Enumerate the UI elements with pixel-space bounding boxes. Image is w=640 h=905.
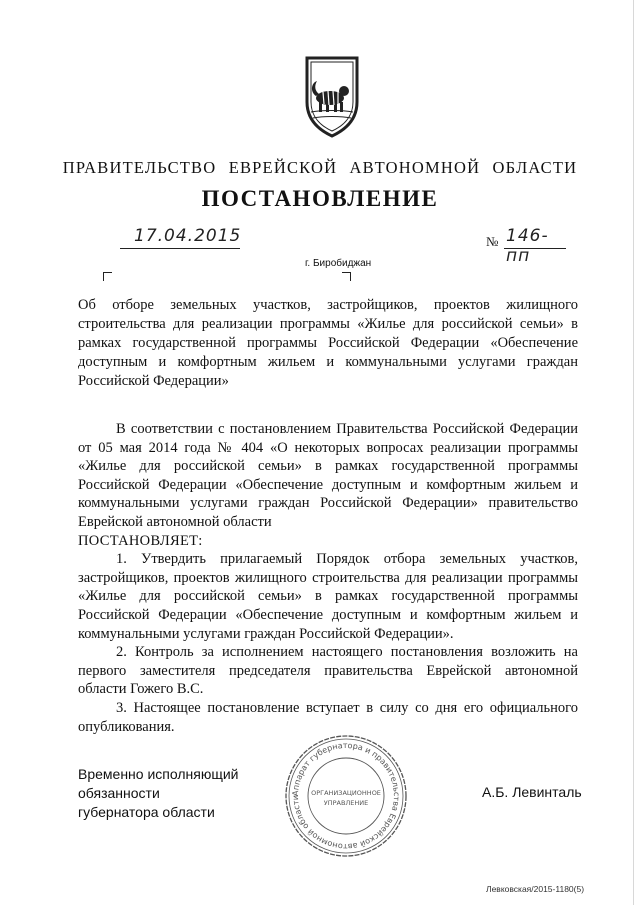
official-stamp	[283, 733, 409, 859]
government-title: ПРАВИТЕЛЬСТВО ЕВРЕЙСКОЙ АВТОНОМНОЙ ОБЛАСТИ	[62, 158, 578, 177]
signatory-position	[78, 765, 318, 822]
document-subject: Об отборе земельных участков, застройщиков, проектов жилищного строительства для реализации программы «Жилье для российской семьи» в рамках государственной программы Российской Федерации «Обеспечение доступным и комфортным жильем и коммунальными услугами граждан Российской Федерации»	[78, 297, 578, 389]
corner-mark-right	[342, 272, 351, 281]
item-3: 3. Настоящее постановление вступает в силу со дня его официального опубликования.	[78, 699, 578, 735]
corner-mark-left	[103, 272, 112, 281]
number-value: 146-пп	[506, 226, 549, 266]
stamp-inner-line-1: ОРГАНИЗАЦИОННОЕ	[311, 789, 381, 797]
city: г. Биробиджан	[305, 258, 372, 269]
item-1: 1. Утвердить прилагаемый Порядок отбора земельных участков, застройщиков, проектов жилищного строительства для реализации программы «Жилье для российской семьи» в рамках государственной программы Российской Федерации «Обеспечение доступным и комфортным жильем и коммунальными услугами граждан Российской Федерации».	[78, 551, 578, 642]
coat-of-arms-icon	[297, 50, 367, 140]
stamp-inner-line-2: УПРАВЛЕНИЕ	[323, 799, 369, 807]
position-line-1: Временно исполняющий обязанности	[78, 766, 239, 801]
document-footer: Левковская/2015-1180(5)	[486, 884, 585, 894]
page-edge	[633, 0, 634, 905]
number-label: №	[486, 234, 499, 249]
item-2: 2. Контроль за исполнением настоящего постановления возложить на первого заместителя председателя правительства Еврейской автономной области Гожего В.С.	[78, 644, 578, 698]
date-value: 17.04.2015	[134, 226, 242, 246]
position-line-2: губернатора области	[78, 804, 215, 820]
document-body	[78, 420, 578, 736]
decree-word: ПОСТАНОВЛЯЕТ:	[78, 532, 203, 549]
number-field	[504, 226, 566, 266]
document-type: ПОСТАНОВЛЕНИЕ	[201, 186, 439, 211]
signatory-name: А.Б. Левинталь	[482, 784, 582, 800]
preamble: В соответствии с постановлением Правительства Российской Федерации от 05 мая 2014 года № 404 «О некоторых вопросах реализации программы «Жилье для российской семьи» в рамках государственной программы Российской Федерации «Обеспечение доступным и комфортным жильем и коммунальными услугами граждан Российской Федерации» правительство Еврейской автономной области	[78, 421, 578, 530]
stamp-outer-text: Аппарат губернатора и правительства Еврейской автономной области	[290, 740, 402, 852]
date-field	[120, 226, 240, 249]
